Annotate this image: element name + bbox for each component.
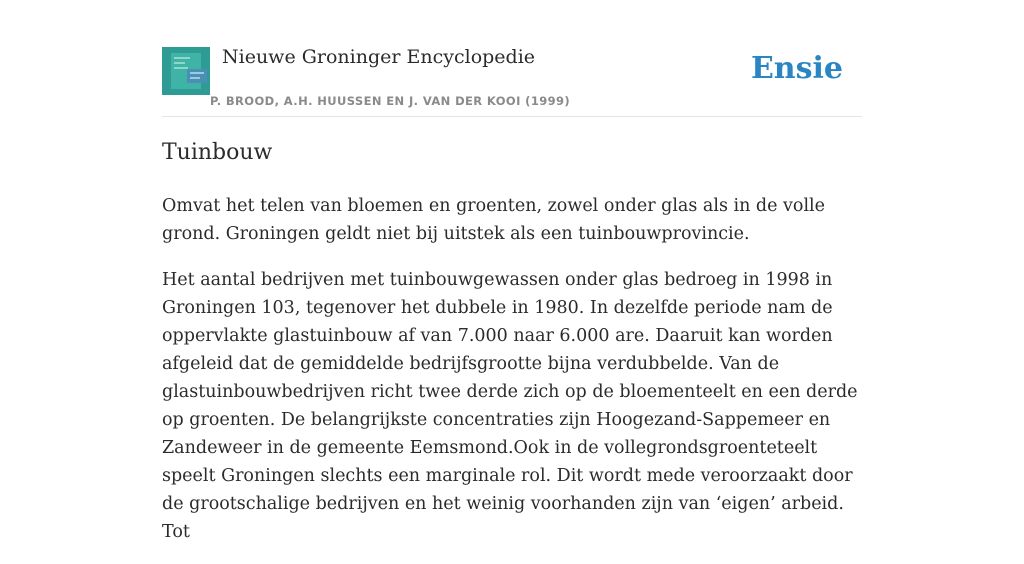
book-cover-icon[interactable]: [162, 47, 210, 95]
entry-paragraph: Het aantal bedrijven met tuinbouwgewassen onder glas bedroeg in 1998 in Groningen 103, tegenover het dubbele in 1980. In dezelfde periode nam de oppervlakte glastuinbouw af van 7.000 naar 6.000 are. Daaruit kan worden afgeleid dat de gemiddelde bedrijfsgrootte bijna verdubbelde. Van de glastuinbouwbedrijven richt twee derde zich op de bloementeelt en een derde op groenten. De belangrijkste concentraties zijn Hoogezand-Sappemeer en Zandeweer in de gemeente Eemsmond.Ook in de vollegrondsgroenteteelt speelt Groningen slechts een marginale rol. Dit wordt mede veroorzaakt door de grootschalige bedrijven en het weinig voorhanden zijn van ‘eigen’ arbeid. Tot: [162, 270, 858, 542]
ensie-logo-link[interactable]: Ensie: [750, 51, 843, 86]
entry-body: [162, 192, 862, 564]
entry-title: Tuinbouw: [162, 140, 273, 165]
book-authors: P. BROOD, A.H. HUUSSEN EN J. VAN DER KOOI (1999): [210, 94, 571, 108]
source-header: [162, 40, 862, 117]
entry-paragraph: Omvat het telen van bloemen en groenten, zowel onder glas als in de volle grond. Groningen geldt niet bij uitstek als een tuinbouwprovincie.: [162, 196, 826, 244]
book-title[interactable]: Nieuwe Groninger Encyclopedie: [222, 46, 536, 68]
